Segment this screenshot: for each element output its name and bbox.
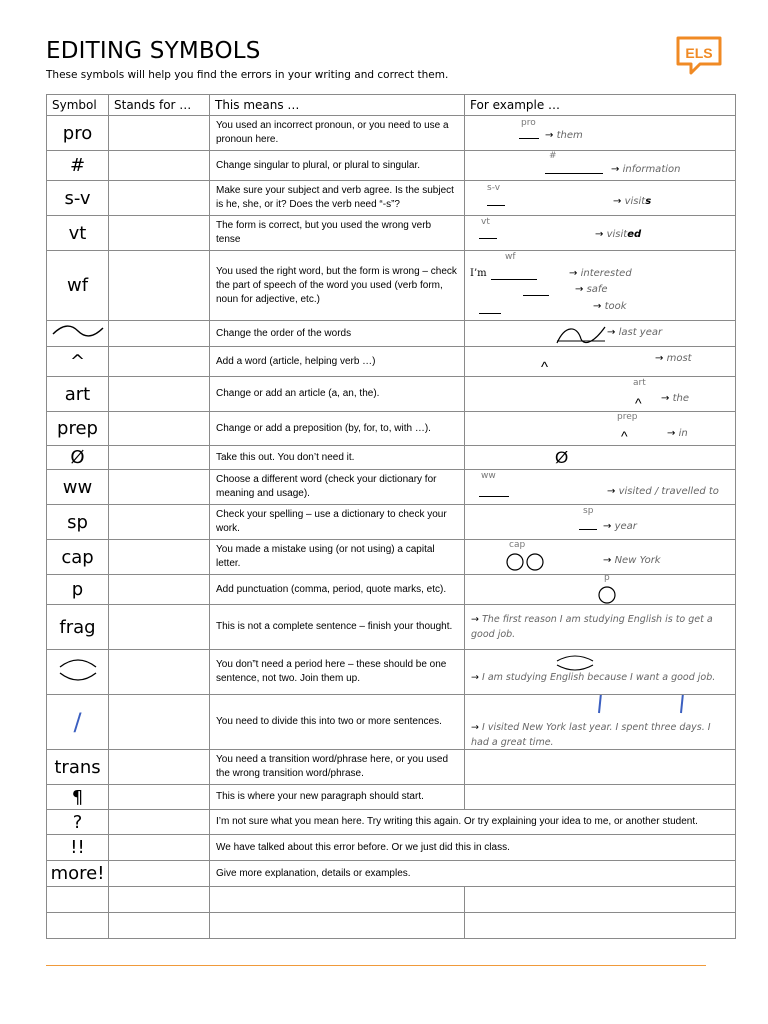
example-mark: Ø — [555, 448, 569, 467]
example-mark: pro — [521, 118, 536, 128]
means-cell: Change or add a preposition (by, for, to, with …). — [210, 412, 465, 446]
stands-for-cell[interactable] — [109, 377, 210, 412]
stands-for-cell[interactable] — [109, 575, 210, 605]
col-header-symbol: Symbol — [47, 95, 109, 116]
example-cell — [465, 446, 736, 470]
table-row — [47, 377, 736, 412]
stands-for-cell[interactable] — [109, 151, 210, 181]
example-cell: → last year — [465, 321, 736, 347]
example-answer: information — [622, 164, 681, 175]
table-row — [47, 321, 736, 347]
example-cell: sp → year — [465, 505, 736, 540]
table-row — [47, 181, 736, 216]
means-cell: Change the order of the words — [210, 321, 465, 347]
symbol-cell: # — [47, 151, 109, 181]
means-cell: The form is correct, but you used the wrong verb tense — [210, 216, 465, 251]
table-row — [47, 412, 736, 446]
table-row — [47, 605, 736, 650]
example-cell: prep ^ → in — [465, 412, 736, 446]
example-answer: in — [678, 428, 688, 439]
symbol-cell: pro — [47, 116, 109, 151]
stands-for-cell[interactable] — [109, 216, 210, 251]
col-header-means: This means … — [210, 95, 465, 116]
stands-for-cell[interactable] — [109, 540, 210, 575]
example-mark: cap — [509, 540, 526, 550]
stands-for-cell[interactable] — [109, 695, 210, 750]
means-cell: This is not a complete sentence – finish your thought. — [210, 605, 465, 650]
example-answer: took — [604, 301, 627, 312]
table-row — [47, 750, 736, 785]
symbol-cell: ¶ — [47, 785, 109, 810]
table-row — [47, 505, 736, 540]
stands-for-cell[interactable] — [109, 505, 210, 540]
join-arcs-icon — [56, 655, 100, 685]
stands-for-cell[interactable] — [109, 835, 210, 861]
table-row — [47, 251, 736, 321]
means-cell: You used the right word, but the form is wrong – check the part of speech of the word you used (verb form, noun for adjective, etc.) — [210, 251, 465, 321]
page-subtitle: These symbols will help you find the errors in your writing and correct them. — [46, 69, 449, 81]
example-mark: art — [633, 378, 646, 388]
example-cell: ww → visited / travelled to — [465, 470, 736, 505]
symbol-cell: ? — [47, 810, 109, 835]
example-answer: most — [666, 353, 692, 364]
example-mark: p — [604, 574, 610, 583]
symbol-cell — [47, 650, 109, 695]
example-text: I visited New York last year. I spent three days. I had a great time. — [471, 722, 711, 748]
stands-for-cell[interactable] — [109, 347, 210, 377]
symbol-cell[interactable] — [47, 887, 109, 913]
logo-text: ELS — [685, 45, 713, 61]
example-answer-ending: s — [645, 196, 652, 207]
symbol-cell: prep — [47, 412, 109, 446]
example-cell[interactable] — [465, 887, 736, 913]
means-cell: You don”t need a period here – these should be one sentence, not two. Join them up. — [210, 650, 465, 695]
table-row — [47, 470, 736, 505]
means-cell: You used an incorrect pronoun, or you need to use a pronoun here. — [210, 116, 465, 151]
table-row — [47, 216, 736, 251]
symbol-cell[interactable] — [47, 913, 109, 939]
means-cell[interactable] — [210, 913, 465, 939]
example-cell[interactable] — [465, 913, 736, 939]
symbol-cell: trans — [47, 750, 109, 785]
means-cell: Choose a different word (check your dictionary for meaning and usage). — [210, 470, 465, 505]
circle-marks-icon — [505, 552, 547, 572]
example-cell: → The first reason I am studying English is to get a good job. — [465, 605, 736, 650]
example-answer: last year — [618, 327, 663, 338]
example-cell[interactable] — [465, 750, 736, 785]
means-cell: We have talked about this error before. Or we just did this in class. — [210, 835, 736, 861]
stands-for-cell[interactable] — [109, 861, 210, 887]
stands-for-cell[interactable] — [109, 321, 210, 347]
example-answer: interested — [580, 268, 632, 279]
means-cell: Add punctuation (comma, period, quote marks, etc). — [210, 575, 465, 605]
example-cell: vt → visited — [465, 216, 736, 251]
stands-for-cell[interactable] — [109, 750, 210, 785]
example-answer: the — [672, 393, 689, 404]
example-prefix: I’m — [470, 268, 487, 279]
example-answer: visited / travelled to — [618, 486, 719, 497]
page-title: EDITING SYMBOLS — [46, 38, 261, 64]
table-row — [47, 540, 736, 575]
means-cell: You need a transition word/phrase here, or you used the wrong transition word/phrase. — [210, 750, 465, 785]
symbol-cell: vt — [47, 216, 109, 251]
example-cell: # → information — [465, 151, 736, 181]
example-answer: visit — [624, 196, 646, 207]
table-header-row — [47, 95, 736, 116]
stands-for-cell[interactable] — [109, 181, 210, 216]
symbol-cell: p — [47, 575, 109, 605]
example-answer: visit — [606, 229, 628, 240]
stands-for-cell[interactable] — [109, 412, 210, 446]
symbol-cell: Ø — [47, 446, 109, 470]
caret-mark: ^ — [621, 428, 628, 444]
example-mark: sp — [583, 506, 594, 516]
table-row — [47, 861, 736, 887]
symbol-cell — [47, 695, 109, 750]
example-mark: vt — [481, 217, 490, 227]
stands-for-cell[interactable] — [109, 446, 210, 470]
example-cell: cap → New York — [465, 540, 736, 575]
swap-curve-icon — [555, 323, 607, 345]
example-cell: ^ → most — [465, 347, 736, 377]
example-cell: s-v → visits — [465, 181, 736, 216]
example-answer: them — [556, 130, 583, 141]
means-cell: Take this out. You don’t need it. — [210, 446, 465, 470]
col-header-stands-for: Stands for … — [109, 95, 210, 116]
els-logo — [676, 36, 722, 76]
symbol-cell: cap — [47, 540, 109, 575]
example-cell — [465, 575, 736, 605]
table-row — [47, 695, 736, 750]
means-cell: I’m not sure what you mean here. Try writing this again. Or try explaining your idea to me, or another student. — [210, 810, 736, 835]
example-mark: s-v — [487, 183, 501, 193]
stands-for-cell[interactable] — [109, 810, 210, 835]
means-cell[interactable] — [210, 887, 465, 913]
circle-mark-icon — [597, 585, 617, 605]
example-cell: art ^ → the — [465, 377, 736, 412]
table-row — [47, 116, 736, 151]
table-row — [47, 575, 736, 605]
example-text: The first reason I am studying English is to get a good job. — [471, 614, 713, 640]
table-row — [47, 151, 736, 181]
means-cell: Add a word (article, helping verb …) — [210, 347, 465, 377]
means-cell: This is where your new paragraph should start. — [210, 785, 465, 810]
divide-marks-icon — [593, 695, 693, 718]
means-cell: Change or add an article (a, an, the). — [210, 377, 465, 412]
stands-for-cell[interactable] — [109, 650, 210, 695]
symbol-cell: ww — [47, 470, 109, 505]
editing-symbols-table — [46, 94, 736, 939]
means-cell: You need to divide this into two or more sentences. — [210, 695, 465, 750]
means-cell: You made a mistake using (or not using) a capital letter. — [210, 540, 465, 575]
table-row — [47, 835, 736, 861]
stands-for-cell[interactable] — [109, 913, 210, 939]
stands-for-cell[interactable] — [109, 470, 210, 505]
example-cell: pro → them — [465, 116, 736, 151]
example-answer: safe — [586, 284, 608, 295]
stands-for-cell[interactable] — [109, 251, 210, 321]
symbol-cell: more! — [47, 861, 109, 887]
slash-symbol: / — [73, 708, 82, 736]
example-cell: → I am studying English because I want a good job. — [465, 650, 736, 695]
means-cell: Change singular to plural, or plural to singular. — [210, 151, 465, 181]
example-mark: ww — [481, 471, 496, 481]
example-mark: # — [549, 151, 557, 161]
example-cell: wf I’m → interested → safe → took — [465, 251, 736, 321]
example-mark: prep — [617, 412, 638, 422]
symbol-cell: wf — [47, 251, 109, 321]
swap-curve-icon — [51, 322, 105, 340]
example-answer: New York — [614, 555, 661, 566]
example-text: I am studying English because I want a good job. — [482, 672, 716, 683]
means-cell: Check your spelling – use a dictionary to check your work. — [210, 505, 465, 540]
empty-table-row — [47, 887, 736, 913]
table-row — [47, 785, 736, 810]
symbol-cell: frag — [47, 605, 109, 650]
stands-for-cell[interactable] — [109, 887, 210, 913]
example-cell: → I visited New York last year. I spent three days. I had a great time. — [465, 695, 736, 750]
table-row — [47, 650, 736, 695]
caret-mark: ^ — [635, 395, 642, 411]
stands-for-cell[interactable] — [109, 605, 210, 650]
stands-for-cell[interactable] — [109, 785, 210, 810]
stands-for-cell[interactable] — [109, 116, 210, 151]
symbol-cell: ^ — [47, 347, 109, 377]
table-row — [47, 810, 736, 835]
symbol-cell — [47, 321, 109, 347]
means-cell: Give more explanation, details or examples. — [210, 861, 736, 887]
example-answer-ending: ed — [627, 229, 642, 240]
symbol-cell: !! — [47, 835, 109, 861]
example-cell[interactable] — [465, 785, 736, 810]
means-cell: Make sure your subject and verb agree. Is the subject is he, she, or it? Does the verb need “-s”? — [210, 181, 465, 216]
table-row — [47, 446, 736, 470]
table-row — [47, 347, 736, 377]
example-answer: year — [614, 521, 637, 532]
example-mark: wf — [505, 252, 516, 262]
empty-table-row — [47, 913, 736, 939]
footer-divider — [46, 965, 706, 966]
symbol-cell: sp — [47, 505, 109, 540]
example-mark: ^ — [541, 359, 549, 376]
col-header-example: For example … — [465, 95, 736, 116]
join-arcs-icon — [553, 653, 597, 673]
symbol-cell: art — [47, 377, 109, 412]
symbol-cell: s-v — [47, 181, 109, 216]
